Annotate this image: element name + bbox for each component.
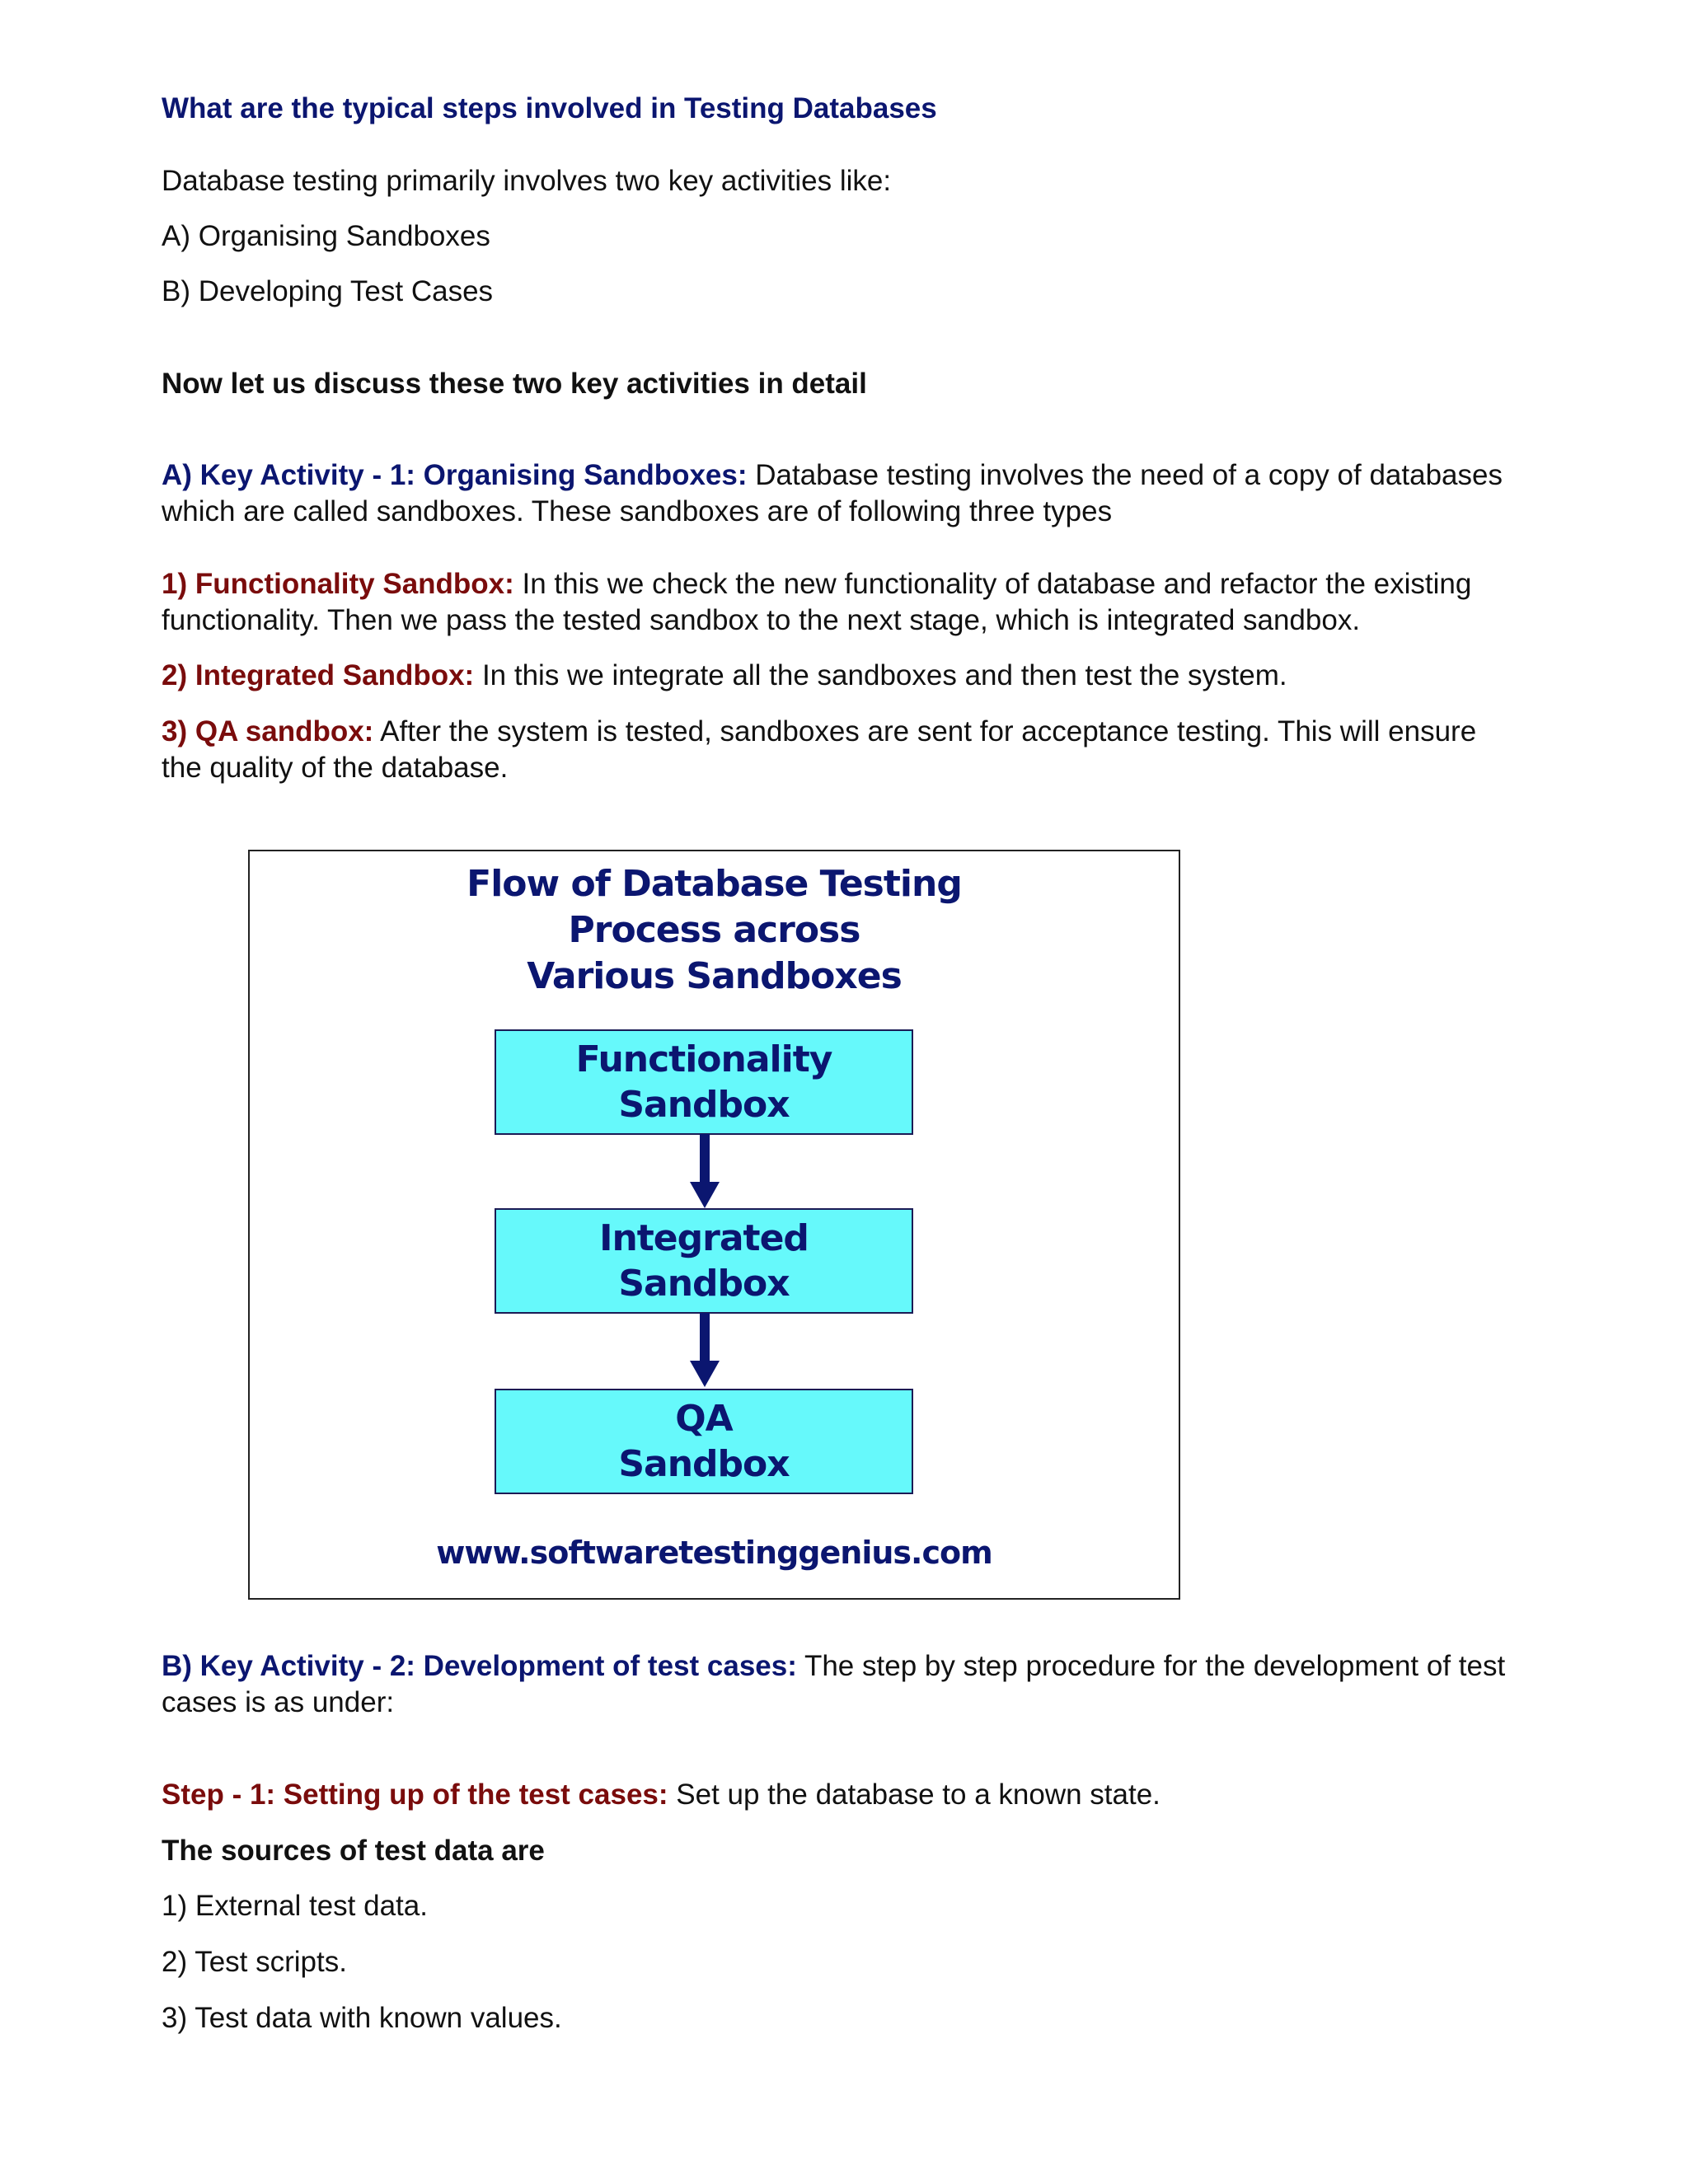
diagram-title-line: Various Sandboxes <box>527 955 902 997</box>
source-list-item: 2) Test scripts. <box>162 1946 347 1978</box>
diagram-source-url: www.softwaretestinggenius.com <box>436 1535 992 1571</box>
diagram-title-line: Process across <box>568 909 860 951</box>
step-1-text: Set up the database to a known state. <box>668 1779 1160 1811</box>
functionality-sandbox-box <box>495 1029 913 1135</box>
activity-b-text: The step by step procedure for the development of test cases is as under: <box>162 1650 1506 1718</box>
discuss-heading: Now let us discuss these two key activities in detail <box>162 368 867 400</box>
box-label-line: Sandbox <box>618 1084 790 1126</box>
integrated-sandbox-box <box>495 1208 913 1314</box>
activity-a-paragraph <box>162 457 1513 530</box>
activity-a-text: Database testing involves the need of a copy of databases which are called sandboxes. These sandboxes are of following three types <box>162 459 1503 527</box>
sandbox-type-label: 2) Integrated Sandbox: <box>162 659 475 691</box>
box-label-line: QA <box>675 1398 733 1440</box>
box-label-line: Integrated <box>599 1217 809 1259</box>
step-1-paragraph <box>162 1777 1513 1813</box>
sources-heading: The sources of test data are <box>162 1835 545 1867</box>
sandbox-type-paragraph <box>162 566 1513 639</box>
flow-arrow-down <box>688 1134 721 1210</box>
activity-b-paragraph <box>162 1648 1513 1721</box>
sandbox-type-paragraph <box>162 658 1513 694</box>
activity-list-item: A) Organising Sandboxes <box>162 220 490 252</box>
box-label-line: Functionality <box>575 1038 832 1080</box>
flow-arrow-down <box>688 1313 721 1389</box>
box-label-line: Sandbox <box>618 1263 790 1305</box>
step-1-label: Step - 1: Setting up of the test cases: <box>162 1779 668 1811</box>
diagram-title <box>250 861 1179 1000</box>
activity-a-label: A) Key Activity - 1: Organising Sandboxes: <box>162 459 748 491</box>
sandbox-type-paragraph <box>162 714 1513 786</box>
sandbox-type-text: In this we integrate all the sandboxes and then test the system. <box>474 659 1287 691</box>
page-title: What are the typical steps involved in Testing Databases <box>162 92 937 124</box>
box-label-line: Sandbox <box>618 1443 790 1485</box>
qa-sandbox-box <box>495 1389 913 1494</box>
sandbox-type-text: After the system is tested, sandboxes are sent for acceptance testing. This will ensure the quality of the database. <box>162 715 1477 784</box>
intro-paragraph: Database testing primarily involves two key activities like: <box>162 165 892 197</box>
sandbox-type-label: 1) Functionality Sandbox: <box>162 568 514 600</box>
source-list-item: 3) Test data with known values. <box>162 2002 562 2034</box>
diagram-title-line: Flow of Database Testing <box>467 863 962 905</box>
sandbox-flow-diagram <box>248 850 1180 1600</box>
source-list-item: 1) External test data. <box>162 1890 428 1922</box>
sandbox-type-text: In this we check the new functionality of database and refactor the existing functionality. Then we pass the tested sandbox to the next stage, which is integrated sandbox. <box>162 568 1472 636</box>
sandbox-type-label: 3) QA sandbox: <box>162 715 374 748</box>
activity-list-item: B) Developing Test Cases <box>162 275 494 307</box>
activity-b-label: B) Key Activity - 2: Development of test cases: <box>162 1650 797 1682</box>
